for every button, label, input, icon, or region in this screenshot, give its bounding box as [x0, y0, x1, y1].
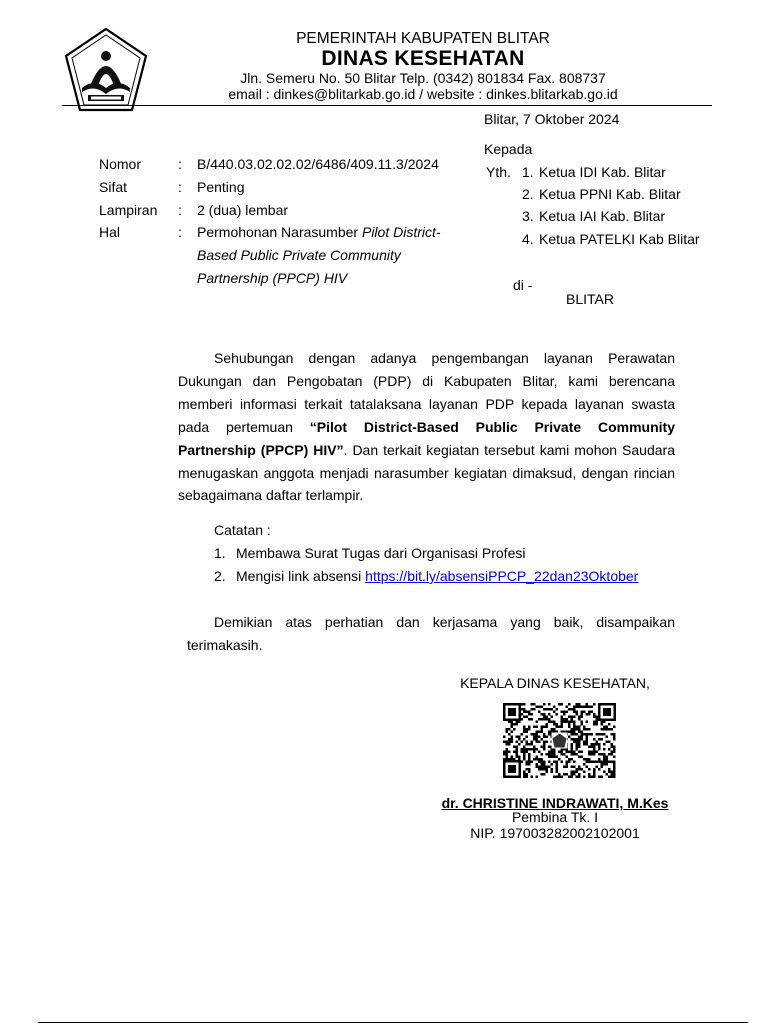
- note-item: Membawa Surat Tugas dari Organisasi Profesi: [236, 545, 526, 561]
- hal-value: [197, 221, 441, 244]
- signatory-name: dr. CHRISTINE INDRAWATI, M.Kes: [441, 795, 669, 811]
- hal-italic: Partnership (PPCP) HIV: [197, 270, 348, 286]
- government-name: PEMERINTAH KABUPATEN BLITAR: [296, 30, 550, 47]
- agency-address: Jln. Semeru No. 50 Blitar Telp. (0342) 801834 Fax. 808737: [240, 70, 606, 86]
- colon: :: [178, 179, 182, 195]
- lampiran-label: Lampiran: [99, 202, 158, 218]
- sifat-value: Penting: [197, 179, 245, 195]
- hal-italic: Pilot District-: [361, 224, 441, 240]
- recipient-name: Ketua PPNI Kab. Blitar: [539, 186, 681, 202]
- recipient-city: BLITAR: [566, 291, 614, 307]
- note-number: 2.: [214, 568, 226, 584]
- agency-name: DINAS KESEHATAN: [321, 47, 525, 70]
- attendance-link[interactable]: https://bit.ly/absensiPPCP_22dan23Oktober: [365, 568, 639, 584]
- yth-label: Yth.: [486, 164, 511, 180]
- notes-title: Catatan :: [214, 522, 271, 538]
- hal-italic: Based Public Private Community: [197, 247, 401, 263]
- note-number: 1.: [214, 545, 226, 561]
- hal-label: Hal: [99, 224, 121, 240]
- sifat-label: Sifat: [99, 179, 128, 195]
- body-paragraph: [178, 347, 675, 507]
- signatory-rank: Pembina Tk. I: [511, 809, 599, 825]
- footer-divider: [38, 1022, 748, 1023]
- kepada-label: Kepada: [484, 141, 533, 157]
- closing-paragraph: Demikian atas perhatian dan kerjasama yang baik, disampaikan terimakasih.: [187, 614, 675, 653]
- hal-value-line2: [197, 244, 401, 267]
- recipient-number: 3.: [522, 208, 534, 224]
- agency-contact: email : dinkes@blitarkab.go.id / website : dinkes.blitarkab.go.id: [228, 86, 618, 102]
- colon: :: [178, 156, 182, 172]
- hal-prefix: Permohonan Narasumber: [197, 224, 362, 240]
- colon: :: [178, 202, 182, 218]
- regency-emblem-logo: [62, 26, 150, 114]
- recipient-name: Ketua IAI Kab. Blitar: [539, 208, 666, 224]
- body-text-part: . Dan terkait kegiatan tersebut kami mohon Saudara menugaskan anggota menjadi narasumber kegiatan dimaksud, dengan rincian sebagaimana daftar terlampir.: [178, 441, 675, 504]
- di-label: di -: [513, 277, 533, 293]
- nomor-value: B/440.03.02.02.02/6486/409.11.3/2024: [197, 156, 439, 172]
- recipient-number: 1.: [522, 164, 534, 180]
- signatory-title: KEPALA DINAS KESEHATAN,: [460, 675, 650, 691]
- recipient-name: Ketua IDI Kab. Blitar: [539, 164, 666, 180]
- letterhead-divider: [62, 105, 712, 106]
- recipient-name: Ketua PATELKI Kab Blitar: [539, 231, 700, 247]
- nomor-label: Nomor: [99, 156, 142, 172]
- body-text-part: Sehubungan dengan adanya pengembangan layanan Perawatan Dukungan dan Pengobatan (PDP) di Kabupaten Blitar, kami berencana memberi informasi terkait tatalaksana layanan PDP kepada layanan swasta pada pertemuan: [178, 350, 675, 435]
- recipient-number: 2.: [522, 186, 534, 202]
- note-text: Mengisi link absensi: [236, 568, 366, 584]
- letter-date: Blitar, 7 Oktober 2024: [484, 111, 620, 127]
- recipient-number: 4.: [522, 231, 534, 247]
- signature-qr-code: [503, 703, 616, 778]
- note-item: [236, 565, 638, 588]
- hal-value-line3: [197, 267, 347, 290]
- colon: :: [178, 224, 182, 240]
- lampiran-value: 2 (dua) lembar: [197, 202, 289, 218]
- signatory-nip: NIP. 197003282002102001: [470, 825, 640, 841]
- event-name-bold: “Pilot District-Based Public Private Community Partnership (PPCP) HIV”: [178, 418, 675, 458]
